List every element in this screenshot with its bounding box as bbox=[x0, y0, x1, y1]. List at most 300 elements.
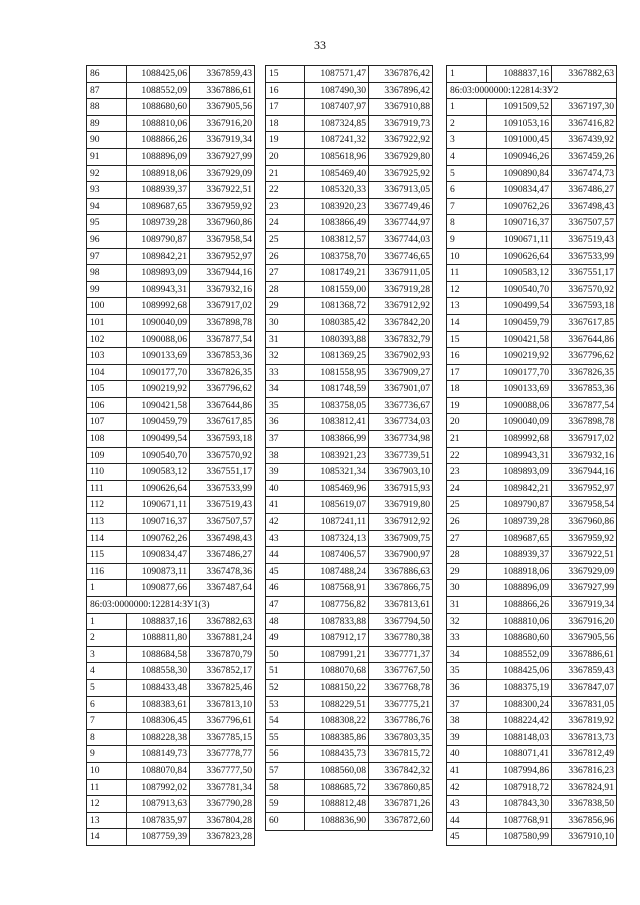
x-coordinate-cell: 1088896,09 bbox=[487, 580, 552, 597]
coordinate-row bbox=[87, 580, 255, 597]
x-coordinate-cell: 1090583,12 bbox=[127, 464, 190, 481]
coordinate-row bbox=[87, 514, 255, 531]
coordinate-row bbox=[266, 397, 433, 414]
coordinate-row bbox=[447, 115, 617, 132]
coordinate-row bbox=[266, 82, 433, 99]
x-coordinate-cell: 1089739,28 bbox=[487, 514, 552, 531]
point-number-cell: 49 bbox=[266, 630, 305, 647]
x-coordinate-cell: 1090219,92 bbox=[127, 381, 190, 398]
x-coordinate-cell: 1087490,30 bbox=[305, 82, 369, 99]
point-number-cell: 96 bbox=[87, 231, 127, 248]
y-coordinate-cell: 3367786,76 bbox=[369, 713, 433, 730]
coordinate-row bbox=[87, 215, 255, 232]
x-coordinate-cell: 1088070,84 bbox=[127, 762, 190, 779]
x-coordinate-cell: 1088148,03 bbox=[487, 729, 552, 746]
coordinate-row bbox=[266, 414, 433, 431]
point-number-cell: 59 bbox=[266, 796, 305, 813]
point-number-cell: 90 bbox=[87, 132, 127, 149]
y-coordinate-cell: 3367767,50 bbox=[369, 663, 433, 680]
x-coordinate-cell: 1088896,09 bbox=[127, 148, 190, 165]
point-number-cell: 99 bbox=[87, 281, 127, 298]
coordinate-row bbox=[87, 331, 255, 348]
point-number-cell: 17 bbox=[447, 364, 487, 381]
x-coordinate-cell: 1080393,88 bbox=[305, 331, 369, 348]
coordinate-row bbox=[447, 298, 617, 315]
y-coordinate-cell: 3367903,10 bbox=[369, 464, 433, 481]
coordinate-row bbox=[87, 530, 255, 547]
y-coordinate-cell: 3367960,86 bbox=[190, 215, 255, 232]
y-coordinate-cell: 3367909,75 bbox=[369, 530, 433, 547]
coordinate-row bbox=[447, 514, 617, 531]
y-coordinate-cell: 3367910,10 bbox=[552, 829, 617, 846]
coordinate-row bbox=[447, 314, 617, 331]
x-coordinate-cell: 1088224,42 bbox=[487, 713, 552, 730]
point-number-cell: 27 bbox=[447, 530, 487, 547]
x-coordinate-cell: 1087756,82 bbox=[305, 597, 369, 614]
x-coordinate-cell: 1087994,86 bbox=[487, 762, 552, 779]
y-coordinate-cell: 3367734,98 bbox=[369, 431, 433, 448]
y-coordinate-cell: 3367459,26 bbox=[552, 148, 617, 165]
y-coordinate-cell: 3367551,17 bbox=[552, 265, 617, 282]
y-coordinate-cell: 3367785,15 bbox=[190, 729, 255, 746]
point-number-cell: 4 bbox=[447, 148, 487, 165]
x-coordinate-cell: 1088229,51 bbox=[305, 696, 369, 713]
y-coordinate-cell: 3367777,50 bbox=[190, 762, 255, 779]
point-number-cell: 7 bbox=[87, 713, 127, 730]
y-coordinate-cell: 3367952,97 bbox=[552, 480, 617, 497]
coordinate-row bbox=[87, 646, 255, 663]
coordinate-row bbox=[266, 547, 433, 564]
y-coordinate-cell: 3367909,27 bbox=[369, 364, 433, 381]
point-number-cell: 12 bbox=[447, 281, 487, 298]
x-coordinate-cell: 1085320,33 bbox=[305, 182, 369, 199]
point-number-cell: 34 bbox=[447, 646, 487, 663]
point-number-cell: 114 bbox=[87, 530, 127, 547]
y-coordinate-cell: 3367593,18 bbox=[552, 298, 617, 315]
coordinate-row bbox=[447, 746, 617, 763]
coordinate-row bbox=[87, 796, 255, 813]
y-coordinate-cell: 3367927,99 bbox=[190, 148, 255, 165]
y-coordinate-cell: 3367824,91 bbox=[552, 779, 617, 796]
point-number-cell: 107 bbox=[87, 414, 127, 431]
point-number-cell: 29 bbox=[447, 563, 487, 580]
y-coordinate-cell: 3367816,23 bbox=[552, 762, 617, 779]
x-coordinate-cell: 1087913,63 bbox=[127, 796, 190, 813]
coordinate-row bbox=[447, 281, 617, 298]
point-number-cell: 111 bbox=[87, 480, 127, 497]
x-coordinate-cell: 1087324,85 bbox=[305, 115, 369, 132]
point-number-cell: 25 bbox=[266, 231, 305, 248]
y-coordinate-cell: 3367815,72 bbox=[369, 746, 433, 763]
y-coordinate-cell: 3367905,56 bbox=[552, 630, 617, 647]
y-coordinate-cell: 3367486,27 bbox=[190, 547, 255, 564]
x-coordinate-cell: 1088918,06 bbox=[487, 563, 552, 580]
point-number-cell: 39 bbox=[447, 729, 487, 746]
point-number-cell: 19 bbox=[447, 397, 487, 414]
coordinate-row bbox=[266, 630, 433, 647]
x-coordinate-cell: 1091053,16 bbox=[487, 115, 552, 132]
y-coordinate-cell: 3367898,78 bbox=[190, 314, 255, 331]
coordinate-row bbox=[447, 497, 617, 514]
point-number-cell: 2 bbox=[447, 115, 487, 132]
y-coordinate-cell: 3367932,16 bbox=[552, 447, 617, 464]
point-number-cell: 21 bbox=[266, 165, 305, 182]
point-number-cell: 88 bbox=[87, 99, 127, 116]
y-coordinate-cell: 3367959,92 bbox=[190, 198, 255, 215]
y-coordinate-cell: 3367832,79 bbox=[369, 331, 433, 348]
point-number-cell: 112 bbox=[87, 497, 127, 514]
point-number-cell: 87 bbox=[87, 82, 127, 99]
coordinate-row bbox=[87, 431, 255, 448]
point-number-cell: 113 bbox=[87, 514, 127, 531]
x-coordinate-cell: 1090459,79 bbox=[487, 314, 552, 331]
coordinate-row bbox=[447, 99, 617, 116]
point-number-cell: 46 bbox=[266, 580, 305, 597]
parcel-header-row bbox=[87, 597, 255, 614]
point-number-cell: 29 bbox=[266, 298, 305, 315]
x-coordinate-cell: 1087918,72 bbox=[487, 779, 552, 796]
y-coordinate-cell: 3367917,02 bbox=[190, 298, 255, 315]
point-number-cell: 16 bbox=[447, 348, 487, 365]
point-number-cell: 9 bbox=[447, 231, 487, 248]
x-coordinate-cell: 1088939,37 bbox=[127, 182, 190, 199]
x-coordinate-cell: 1090540,70 bbox=[127, 447, 190, 464]
y-coordinate-cell: 3367739,51 bbox=[369, 447, 433, 464]
y-coordinate-cell: 3367859,43 bbox=[552, 663, 617, 680]
coordinate-row bbox=[447, 447, 617, 464]
coordinate-row bbox=[266, 696, 433, 713]
y-coordinate-cell: 3367498,43 bbox=[190, 530, 255, 547]
page-number: 33 bbox=[314, 38, 326, 52]
coordinate-row bbox=[266, 796, 433, 813]
point-number-cell: 22 bbox=[447, 447, 487, 464]
coordinate-row bbox=[266, 431, 433, 448]
y-coordinate-cell: 3367533,99 bbox=[552, 248, 617, 265]
x-coordinate-cell: 1083758,05 bbox=[305, 397, 369, 414]
y-coordinate-cell: 3367898,78 bbox=[552, 414, 617, 431]
y-coordinate-cell: 3367478,36 bbox=[190, 563, 255, 580]
y-coordinate-cell: 3367853,36 bbox=[552, 381, 617, 398]
x-coordinate-cell: 1087488,24 bbox=[305, 563, 369, 580]
x-coordinate-cell: 1085469,40 bbox=[305, 165, 369, 182]
y-coordinate-cell: 3367958,54 bbox=[190, 231, 255, 248]
coordinate-row bbox=[266, 331, 433, 348]
x-coordinate-cell: 1088836,90 bbox=[305, 812, 369, 830]
point-number-cell: 6 bbox=[447, 182, 487, 199]
point-number-cell: 6 bbox=[87, 696, 127, 713]
x-coordinate-cell: 1090088,06 bbox=[487, 397, 552, 414]
x-coordinate-cell: 1085469,96 bbox=[305, 480, 369, 497]
coordinate-row bbox=[447, 165, 617, 182]
coordinate-row bbox=[87, 779, 255, 796]
coordinate-row bbox=[447, 198, 617, 215]
x-coordinate-cell: 1087833,88 bbox=[305, 613, 369, 630]
point-number-cell: 57 bbox=[266, 762, 305, 779]
point-number-cell: 43 bbox=[447, 796, 487, 813]
point-number-cell: 11 bbox=[87, 779, 127, 796]
point-number-cell: 39 bbox=[266, 464, 305, 481]
point-number-cell: 108 bbox=[87, 431, 127, 448]
y-coordinate-cell: 3367847,07 bbox=[552, 679, 617, 696]
point-number-cell: 3 bbox=[447, 132, 487, 149]
point-number-cell: 42 bbox=[447, 779, 487, 796]
y-coordinate-cell: 3367819,92 bbox=[552, 713, 617, 730]
x-coordinate-cell: 1087991,21 bbox=[305, 646, 369, 663]
x-coordinate-cell: 1090499,54 bbox=[127, 431, 190, 448]
y-coordinate-cell: 3367474,73 bbox=[552, 165, 617, 182]
point-number-cell: 97 bbox=[87, 248, 127, 265]
coordinate-row bbox=[266, 597, 433, 614]
x-coordinate-cell: 1089893,09 bbox=[487, 464, 552, 481]
point-number-cell: 4 bbox=[87, 663, 127, 680]
x-coordinate-cell: 1088383,61 bbox=[127, 696, 190, 713]
x-coordinate-cell: 1090716,37 bbox=[487, 215, 552, 232]
coordinate-row bbox=[447, 132, 617, 149]
y-coordinate-cell: 3367912,92 bbox=[369, 514, 433, 531]
x-coordinate-cell: 1090890,84 bbox=[487, 165, 552, 182]
coordinate-row bbox=[447, 663, 617, 680]
y-coordinate-cell: 3367519,43 bbox=[190, 497, 255, 514]
coordinate-row bbox=[447, 580, 617, 597]
y-coordinate-cell: 3367831,05 bbox=[552, 696, 617, 713]
x-coordinate-cell: 1089687,65 bbox=[127, 198, 190, 215]
coordinate-row bbox=[87, 115, 255, 132]
x-coordinate-cell: 1083812,57 bbox=[305, 231, 369, 248]
y-coordinate-cell: 3367866,75 bbox=[369, 580, 433, 597]
y-coordinate-cell: 3367929,09 bbox=[552, 563, 617, 580]
x-coordinate-cell: 1083758,70 bbox=[305, 248, 369, 265]
coordinate-row bbox=[447, 729, 617, 746]
x-coordinate-cell: 1088810,06 bbox=[487, 613, 552, 630]
y-coordinate-cell: 3367498,43 bbox=[552, 198, 617, 215]
y-coordinate-cell: 3367870,79 bbox=[190, 646, 255, 663]
y-coordinate-cell: 3367507,57 bbox=[190, 514, 255, 531]
point-number-cell: 10 bbox=[87, 762, 127, 779]
x-coordinate-cell: 1089790,87 bbox=[487, 497, 552, 514]
y-coordinate-cell: 3367932,16 bbox=[190, 281, 255, 298]
coordinate-row bbox=[87, 464, 255, 481]
coordinates-table-middle bbox=[265, 65, 433, 831]
point-number-cell: 7 bbox=[447, 198, 487, 215]
point-number-cell: 35 bbox=[447, 663, 487, 680]
coordinate-row bbox=[266, 231, 433, 248]
point-number-cell: 38 bbox=[266, 447, 305, 464]
y-coordinate-cell: 3367533,99 bbox=[190, 480, 255, 497]
point-number-cell: 115 bbox=[87, 547, 127, 564]
point-number-cell: 3 bbox=[87, 646, 127, 663]
point-number-cell: 41 bbox=[447, 762, 487, 779]
coordinate-row bbox=[266, 348, 433, 365]
x-coordinate-cell: 1091000,45 bbox=[487, 132, 552, 149]
coordinate-row bbox=[87, 630, 255, 647]
point-number-cell: 41 bbox=[266, 497, 305, 514]
point-number-cell: 56 bbox=[266, 746, 305, 763]
point-number-cell: 11 bbox=[447, 265, 487, 282]
x-coordinate-cell: 1088150,22 bbox=[305, 679, 369, 696]
y-coordinate-cell: 3367519,43 bbox=[552, 231, 617, 248]
point-number-cell: 93 bbox=[87, 182, 127, 199]
y-coordinate-cell: 3367886,61 bbox=[190, 82, 255, 99]
coordinate-row bbox=[447, 679, 617, 696]
coordinate-row bbox=[266, 66, 433, 83]
coordinate-row bbox=[87, 397, 255, 414]
point-number-cell: 53 bbox=[266, 696, 305, 713]
point-number-cell: 26 bbox=[266, 248, 305, 265]
x-coordinate-cell: 1083866,49 bbox=[305, 215, 369, 232]
y-coordinate-cell: 3367778,77 bbox=[190, 746, 255, 763]
coordinate-row bbox=[447, 829, 617, 846]
x-coordinate-cell: 1088866,26 bbox=[127, 132, 190, 149]
coordinate-row bbox=[447, 265, 617, 282]
point-number-cell: 10 bbox=[447, 248, 487, 265]
point-number-cell: 42 bbox=[266, 514, 305, 531]
coordinate-row bbox=[447, 563, 617, 580]
parcel-header-row bbox=[447, 82, 617, 99]
x-coordinate-cell: 1083920,23 bbox=[305, 198, 369, 215]
point-number-cell: 40 bbox=[266, 480, 305, 497]
x-coordinate-cell: 1090762,26 bbox=[127, 530, 190, 547]
x-coordinate-cell: 1089992,68 bbox=[487, 431, 552, 448]
point-number-cell: 101 bbox=[87, 314, 127, 331]
x-coordinate-cell: 1088558,30 bbox=[127, 663, 190, 680]
point-number-cell: 32 bbox=[266, 348, 305, 365]
coordinate-row bbox=[266, 779, 433, 796]
coordinate-row bbox=[266, 480, 433, 497]
x-coordinate-cell: 1088149,73 bbox=[127, 746, 190, 763]
x-coordinate-cell: 1088552,09 bbox=[487, 646, 552, 663]
coordinate-row bbox=[266, 580, 433, 597]
point-number-cell: 31 bbox=[266, 331, 305, 348]
y-coordinate-cell: 3367919,80 bbox=[369, 497, 433, 514]
coordinate-row bbox=[266, 182, 433, 199]
coordinate-row bbox=[266, 314, 433, 331]
y-coordinate-cell: 3367900,97 bbox=[369, 547, 433, 564]
y-coordinate-cell: 3367911,05 bbox=[369, 265, 433, 282]
point-number-cell: 106 bbox=[87, 397, 127, 414]
point-number-cell: 25 bbox=[447, 497, 487, 514]
x-coordinate-cell: 1090716,37 bbox=[127, 514, 190, 531]
point-number-cell: 2 bbox=[87, 630, 127, 647]
coordinate-row bbox=[87, 480, 255, 497]
coordinate-row bbox=[87, 182, 255, 199]
point-number-cell: 60 bbox=[266, 812, 305, 830]
y-coordinate-cell: 3367901,07 bbox=[369, 381, 433, 398]
y-coordinate-cell: 3367775,21 bbox=[369, 696, 433, 713]
coordinate-row bbox=[266, 663, 433, 680]
x-coordinate-cell: 1088811,80 bbox=[127, 630, 190, 647]
y-coordinate-cell: 3367507,57 bbox=[552, 215, 617, 232]
coordinate-row bbox=[266, 464, 433, 481]
coordinate-row bbox=[266, 248, 433, 265]
coordinate-row bbox=[87, 99, 255, 116]
y-coordinate-cell: 3367790,28 bbox=[190, 796, 255, 813]
x-coordinate-cell: 1088939,37 bbox=[487, 547, 552, 564]
x-coordinate-cell: 1087759,39 bbox=[127, 829, 190, 846]
x-coordinate-cell: 1090133,69 bbox=[487, 381, 552, 398]
x-coordinate-cell: 1090177,70 bbox=[487, 364, 552, 381]
x-coordinate-cell: 1088685,72 bbox=[305, 779, 369, 796]
y-coordinate-cell: 3367744,97 bbox=[369, 215, 433, 232]
coordinate-row bbox=[87, 812, 255, 829]
x-coordinate-cell: 1090421,58 bbox=[127, 397, 190, 414]
coordinate-row bbox=[447, 66, 617, 83]
point-number-cell: 104 bbox=[87, 364, 127, 381]
point-number-cell: 26 bbox=[447, 514, 487, 531]
y-coordinate-cell: 3367813,10 bbox=[190, 696, 255, 713]
coordinate-row bbox=[447, 613, 617, 630]
coordinate-row bbox=[266, 99, 433, 116]
point-number-cell: 20 bbox=[266, 148, 305, 165]
x-coordinate-cell: 1080385,42 bbox=[305, 314, 369, 331]
coordinate-row bbox=[447, 547, 617, 564]
y-coordinate-cell: 3367838,50 bbox=[552, 796, 617, 813]
y-coordinate-cell: 3367922,51 bbox=[190, 182, 255, 199]
x-coordinate-cell: 1091509,52 bbox=[487, 99, 552, 116]
y-coordinate-cell: 3367922,92 bbox=[369, 132, 433, 149]
coordinate-row bbox=[447, 812, 617, 829]
coordinate-row bbox=[447, 331, 617, 348]
point-number-cell: 37 bbox=[266, 431, 305, 448]
point-number-cell: 40 bbox=[447, 746, 487, 763]
coordinate-row bbox=[87, 281, 255, 298]
point-number-cell: 15 bbox=[447, 331, 487, 348]
coordinate-row bbox=[266, 746, 433, 763]
x-coordinate-cell: 1083921,23 bbox=[305, 447, 369, 464]
x-coordinate-cell: 1090219,92 bbox=[487, 348, 552, 365]
x-coordinate-cell: 1088560,08 bbox=[305, 762, 369, 779]
y-coordinate-cell: 3367860,85 bbox=[369, 779, 433, 796]
x-coordinate-cell: 1087324,13 bbox=[305, 530, 369, 547]
point-number-cell: 51 bbox=[266, 663, 305, 680]
y-coordinate-cell: 3367877,54 bbox=[190, 331, 255, 348]
coordinate-row bbox=[266, 713, 433, 730]
coordinate-row bbox=[266, 298, 433, 315]
point-number-cell: 19 bbox=[266, 132, 305, 149]
y-coordinate-cell: 3367734,03 bbox=[369, 414, 433, 431]
x-coordinate-cell: 1089687,65 bbox=[487, 530, 552, 547]
y-coordinate-cell: 3367197,30 bbox=[552, 99, 617, 116]
y-coordinate-cell: 3367551,17 bbox=[190, 464, 255, 481]
coordinate-row bbox=[266, 729, 433, 746]
y-coordinate-cell: 3367959,92 bbox=[552, 530, 617, 547]
coordinate-row bbox=[447, 397, 617, 414]
coordinate-row bbox=[447, 762, 617, 779]
x-coordinate-cell: 1090177,70 bbox=[127, 364, 190, 381]
point-number-cell: 28 bbox=[447, 547, 487, 564]
point-number-cell: 36 bbox=[447, 679, 487, 696]
x-coordinate-cell: 1090626,64 bbox=[127, 480, 190, 497]
coordinate-row bbox=[87, 314, 255, 331]
x-coordinate-cell: 1088308,22 bbox=[305, 713, 369, 730]
y-coordinate-cell: 3367896,42 bbox=[369, 82, 433, 99]
x-coordinate-cell: 1087571,47 bbox=[305, 66, 369, 83]
point-number-cell: 20 bbox=[447, 414, 487, 431]
x-coordinate-cell: 1081748,59 bbox=[305, 381, 369, 398]
x-coordinate-cell: 1090762,26 bbox=[487, 198, 552, 215]
coordinate-row bbox=[87, 165, 255, 182]
point-number-cell: 95 bbox=[87, 215, 127, 232]
x-coordinate-cell: 1088300,24 bbox=[487, 696, 552, 713]
x-coordinate-cell: 1087406,57 bbox=[305, 547, 369, 564]
coordinate-row bbox=[87, 231, 255, 248]
x-coordinate-cell: 1085321,34 bbox=[305, 464, 369, 481]
coordinate-row bbox=[87, 66, 255, 83]
point-number-cell: 12 bbox=[87, 796, 127, 813]
y-coordinate-cell: 3367919,34 bbox=[552, 597, 617, 614]
y-coordinate-cell: 3367882,63 bbox=[190, 613, 255, 630]
x-coordinate-cell: 1090583,12 bbox=[487, 265, 552, 282]
parcel-id-header: 86:03:0000000:122814:ЗУ1(3) bbox=[87, 597, 255, 614]
